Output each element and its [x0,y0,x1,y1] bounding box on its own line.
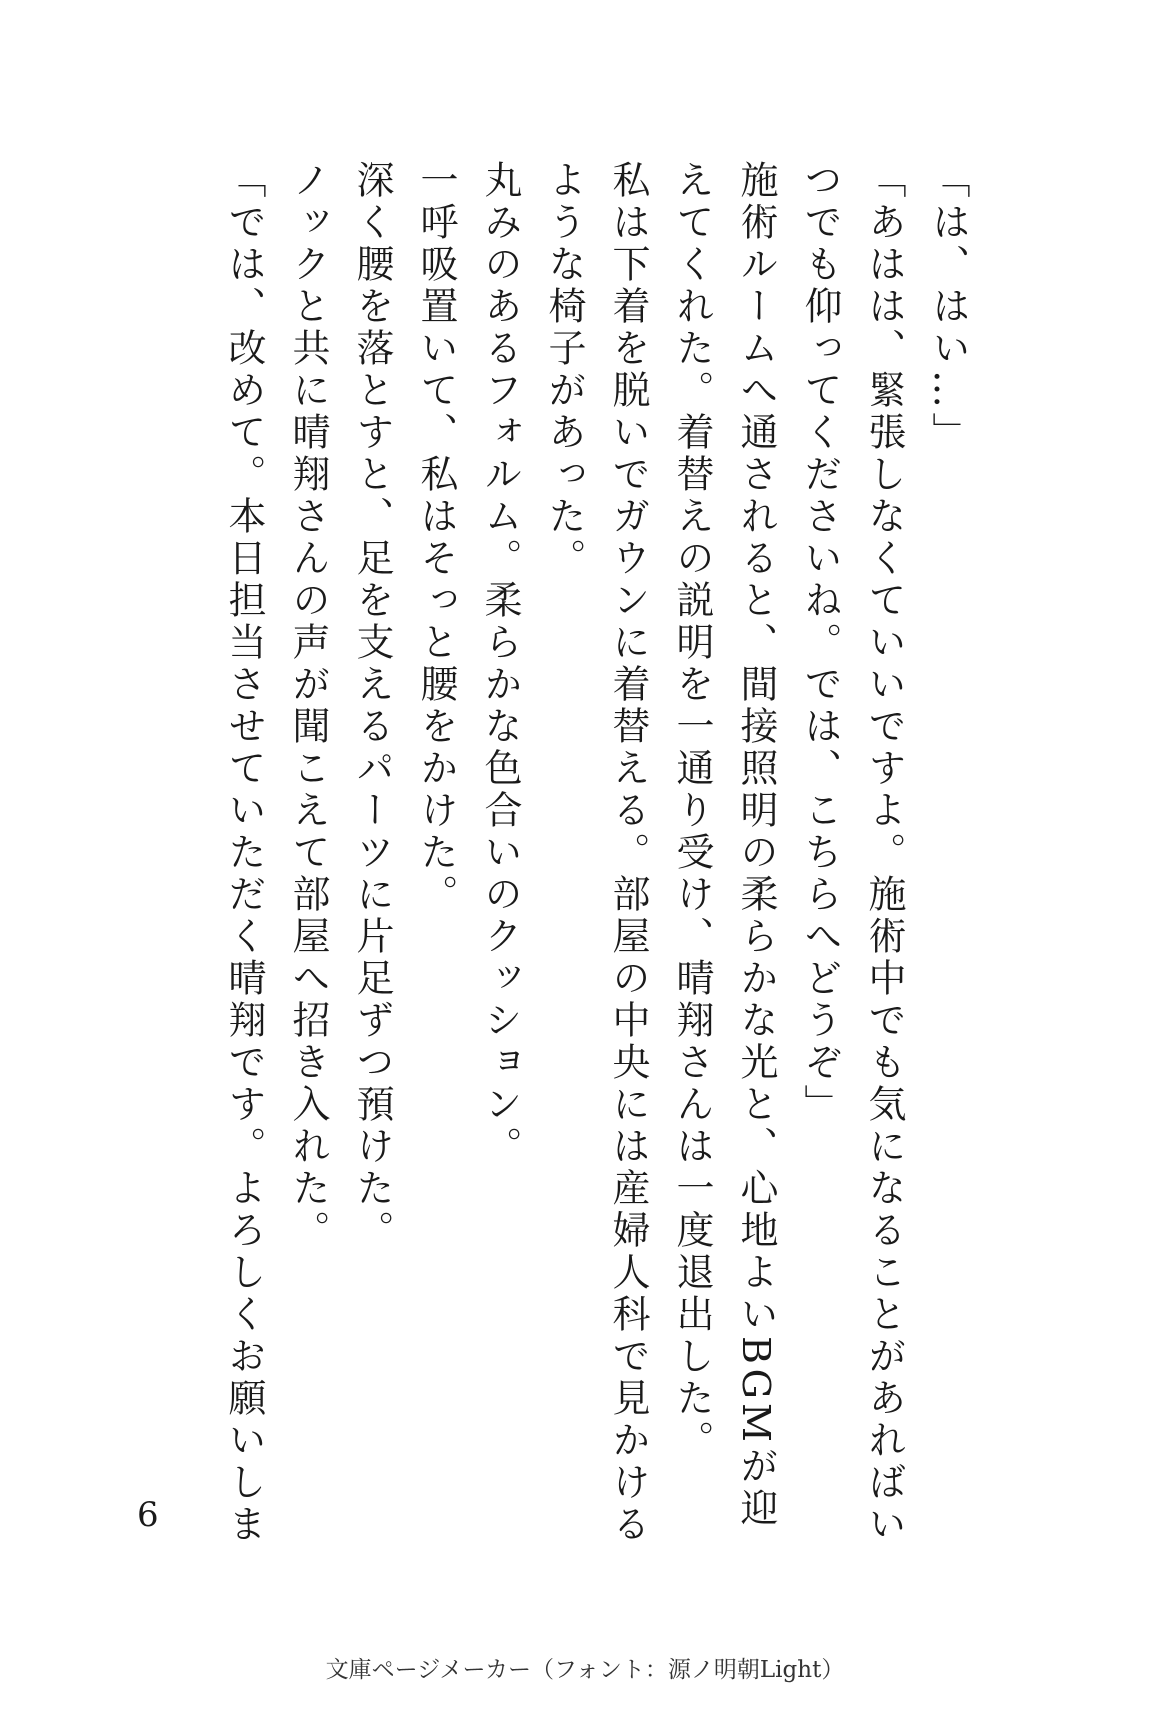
page-number: 6 [137,1495,159,1535]
text-line: えてくれた。着替えの説明を一通り受け、晴翔さんは一度退出した。 [670,160,714,1462]
text-line: 一呼吸置いて、私はそっと腰をかけた。 [414,160,458,916]
text-line: 深く腰を落とすと、足を支えるパーツに片足ずつ預けた。 [350,160,394,1252]
text-line: ような椅子があった。 [542,160,586,580]
footer-credit: 文庫ページメーカー（フォント：源ノ明朝Light） [325,1657,845,1683]
text-line: 私は下着を脱いでガウンに着替える。部屋の中央には産婦人科で見かける [606,160,650,1546]
vertical-text-body [212,160,980,1546]
text-line: 施術ルームへ通されると、間接照明の柔らかな光と、心地よいBGMが迎 [734,160,778,1530]
text-line: つでも仰ってくださいね。では、こちらへどうぞ」 [798,160,842,1126]
text-line: 「では、改めて。本日担当させていただく晴翔です。よろしくお願いしま [222,160,266,1546]
text-line: 「は、はい…」 [926,160,970,454]
text-line: 丸みのあるフォルム。柔らかな色合いのクッション。 [478,160,522,1168]
text-line: ノックと共に晴翔さんの声が聞こえて部屋へ招き入れた。 [286,160,330,1252]
text-line: 「あはは、緊張しなくていいですよ。施術中でも気になることがあればい [862,160,906,1546]
